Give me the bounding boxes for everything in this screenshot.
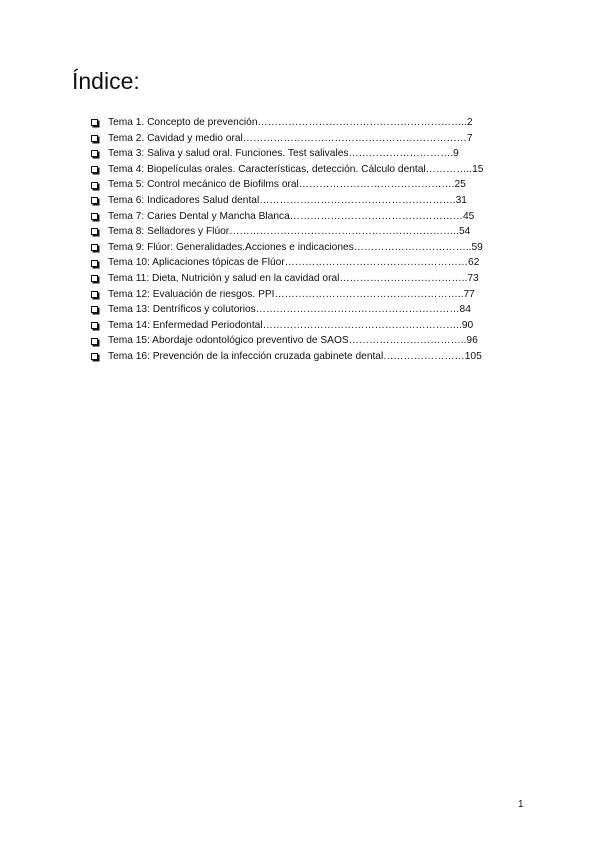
toc-entry-6 [90, 193, 520, 209]
checkbox-bullet-icon [91, 338, 98, 345]
checkbox-bullet-icon [91, 244, 98, 251]
toc-entry-text: Tema 11: Dieta, Nutrición y salud en la cavidad oral………………………………..73 [108, 272, 479, 284]
toc-entry-text: Tema 15: Abordaje odontológico preventivo de SAOS……………………………..96 [108, 335, 478, 347]
toc-entry-10 [90, 255, 520, 271]
toc-entry-text: Tema 2. Cavidad y medio oral…………………………………………………………7 [108, 132, 473, 144]
toc-entry-text: Tema 10: Aplicaciones tópicas de Flúor………………………………………………62 [108, 257, 480, 269]
checkbox-bullet-icon [91, 135, 98, 142]
toc-entry-2 [90, 131, 520, 147]
toc-entry-text: Tema 4: Biopelículas orales. Características, detección. Cálculo dental…………..15 [108, 163, 484, 175]
checkbox-bullet-icon [91, 291, 98, 298]
table-of-contents [90, 115, 520, 365]
toc-entry-5 [90, 177, 520, 193]
toc-entry-text: Tema 1. Concepto de prevención……………………………………………………..2 [108, 117, 473, 128]
toc-entry-text: Tema 12: Evaluación de riesgos. PPI………………………………………………..77 [108, 288, 475, 300]
toc-entry-11 [90, 271, 520, 287]
toc-entry-text: Tema 16: Prevención de la infección cruzada gabinete dental……………………105 [108, 350, 482, 362]
toc-entry-text: Tema 6: Indicadores Salud dental………………………………………………….31 [108, 194, 467, 206]
checkbox-bullet-icon [91, 182, 98, 189]
toc-entry-4 [90, 162, 520, 178]
checkbox-bullet-icon [91, 322, 98, 329]
toc-entry-text: Tema 5: Control mecánico de Biofilms oral……………………………………….25 [108, 179, 466, 191]
toc-entry-1 [90, 115, 520, 131]
toc-entry-text: Tema 14: Enfermedad Periodontal…………………………………………………..90 [108, 319, 474, 331]
toc-entry-text: Tema 7: Caries Dental y Mancha Blanca……………………………………………45 [108, 210, 475, 222]
checkbox-bullet-icon [91, 197, 98, 204]
checkbox-bullet-icon [91, 275, 98, 282]
toc-entry-text: Tema 3: Saliva y salud oral. Funciones. Test salivales………………………….9 [108, 148, 459, 160]
toc-entry-text: Tema 13: Dentríficos y colutorios……………………………………………………84 [108, 304, 471, 316]
checkbox-bullet-icon [91, 213, 98, 220]
toc-entry-text: Tema 9: Flúor: Generalidades.Acciones e indicaciones……………………………..59 [108, 241, 483, 253]
toc-entry-3 [90, 146, 520, 162]
toc-entry-14 [90, 318, 520, 334]
checkbox-bullet-icon [91, 150, 98, 157]
checkbox-bullet-icon [91, 260, 98, 267]
toc-entry-16 [90, 349, 520, 365]
toc-entry-13 [90, 302, 520, 318]
page-title: Índice: [72, 68, 140, 94]
page-number: 1 [518, 799, 524, 810]
toc-entry-text: Tema 8: Selladores y Flúor…………………………………………………………..54 [108, 226, 471, 238]
checkbox-bullet-icon [91, 166, 98, 173]
toc-entry-7 [90, 209, 520, 225]
checkbox-bullet-icon [91, 119, 98, 126]
toc-entry-15 [90, 333, 520, 349]
toc-entry-8 [90, 224, 520, 240]
toc-entry-12 [90, 287, 520, 303]
toc-entry-9 [90, 240, 520, 256]
checkbox-bullet-icon [91, 306, 98, 313]
checkbox-bullet-icon [91, 353, 98, 360]
checkbox-bullet-icon [91, 228, 98, 235]
